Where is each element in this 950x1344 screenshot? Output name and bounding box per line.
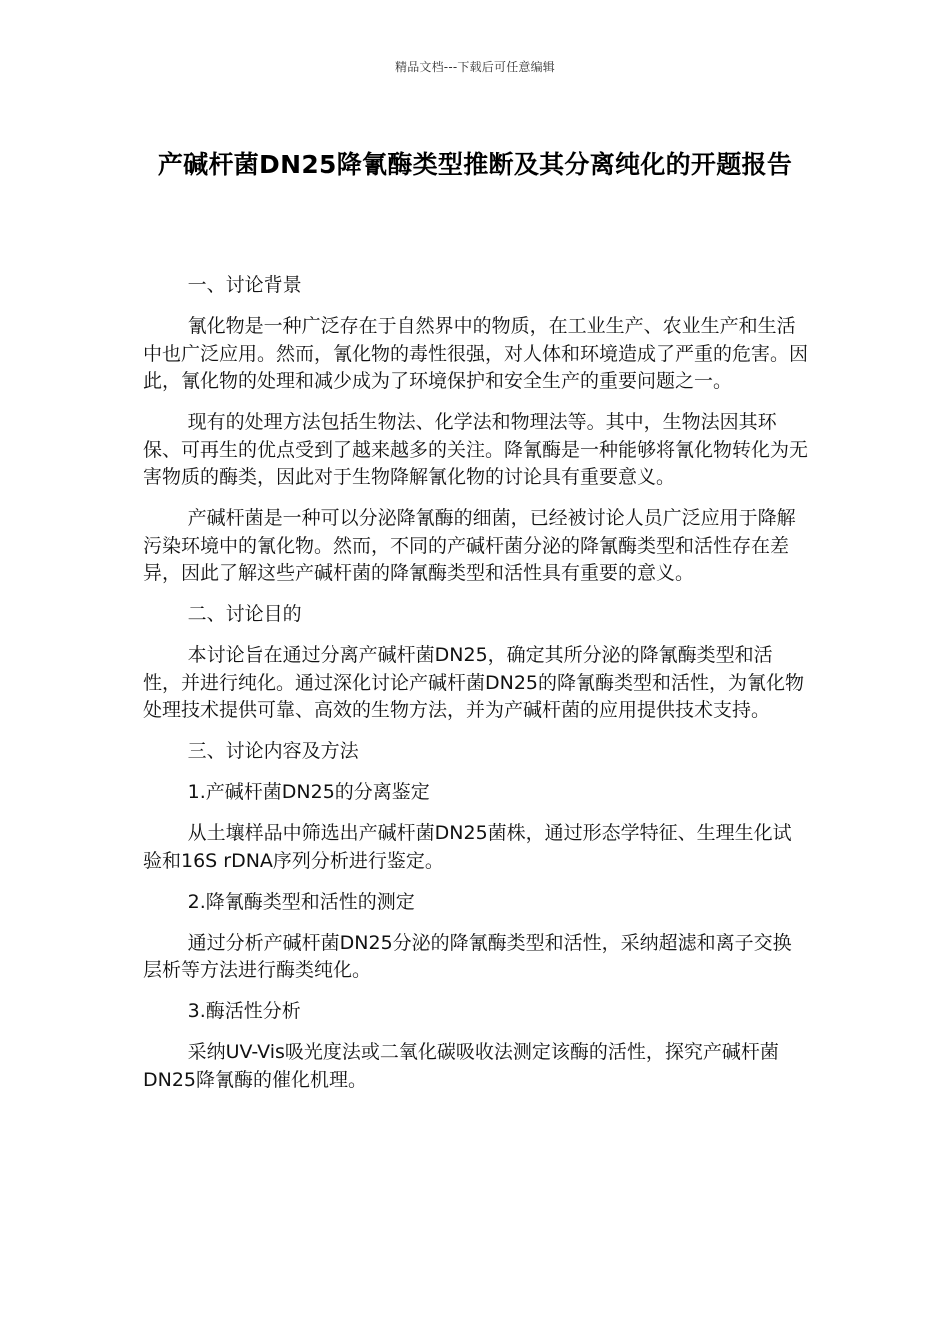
- paragraph: 采纳UV-Vis吸光度法或二氧化碳吸收法测定该酶的活性，探究产碱杆菌DN25降氰酶的催化机理。: [143, 1041, 779, 1091]
- section-heading-background: 一、讨论背景: [187, 274, 302, 296]
- paragraph: 氰化物是一种广泛存在于自然界中的物质，在工业生产、农业生产和生活中也广泛应用。然而，氰化物的毒性很强，对人体和环境造成了严重的危害。因此，氰化物的处理和减少成为了环境保护和安全生产的重要问题之一。: [143, 315, 809, 392]
- section-heading-purpose: 二、讨论目的: [187, 603, 302, 625]
- subsection-heading: 2.降氰酶类型和活性的测定: [187, 890, 415, 913]
- subsection-heading: 3.酶活性分析: [187, 1000, 301, 1022]
- subsection-heading: 1.产碱杆菌DN25的分离鉴定: [187, 781, 430, 803]
- section-heading-content-methods: 三、讨论内容及方法: [187, 740, 359, 762]
- paragraph: 本讨论旨在通过分离产碱杆菌DN25，确定其所分泌的降氰酶类型和活性，并进行纯化。通过深化讨论产碱杆菌DN25的降氰酶类型和活性，为氰化物处理技术提供可靠、高效的生物方法，并为产碱杆菌的应用提供技术支持。: [143, 644, 805, 721]
- paragraph: 通过分析产碱杆菌DN25分泌的降氰酶类型和活性，采纳超滤和离子交换层析等方法进行酶类纯化。: [143, 931, 792, 981]
- header-note: 精品文档---下载后可任意编辑: [395, 60, 555, 74]
- paragraph: 现有的处理方法包括生物法、化学法和物理法等。其中，生物法因其环保、可再生的优点受到了越来越多的关注。降氰酶是一种能够将氰化物转化为无害物质的酶类，因此对于生物降解氰化物的讨论具有重要意义。: [143, 411, 809, 488]
- paragraph: 产碱杆菌是一种可以分泌降氰酶的细菌，已经被讨论人员广泛应用于降解污染环境中的氰化物。然而，不同的产碱杆菌分泌的降氰酶类型和活性存在差异，因此了解这些产碱杆菌的降氰酶类型和活性具有重要的意义。: [143, 507, 796, 584]
- paragraph: 从土壤样品中筛选出产碱杆菌DN25菌株，通过形态学特征、生理生化试验和16S rDNA序列分析进行鉴定。: [143, 822, 792, 872]
- document-title: 产碱杆菌DN25降氰酶类型推断及其分离纯化的开题报告: [157, 150, 793, 179]
- document-body: [143, 272, 808, 1108]
